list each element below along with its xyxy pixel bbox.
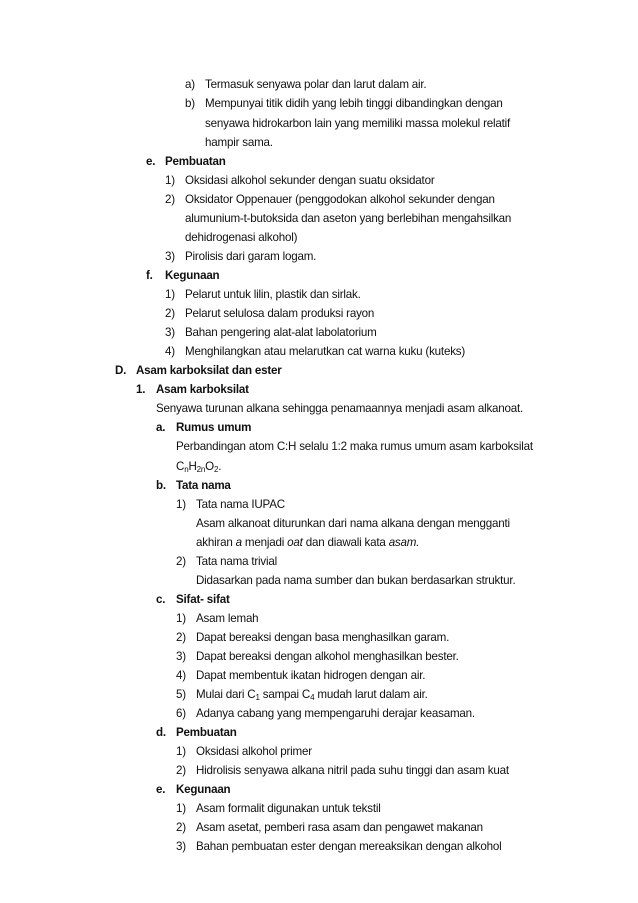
item-label: 1) [176,498,186,511]
item-text: Hidrolisis senyawa alkana nitril pada suhu tinggi dan asam kuat [196,764,509,777]
section-heading: Pembuatan [165,155,226,168]
item-text: Oksidasi alkohol sekunder dengan suatu oksidator [185,174,435,187]
item-text: Tata nama trivial [196,555,278,568]
item-label: 2) [165,193,175,206]
item-text: dehidrogenasi alkohol) [185,231,298,244]
item-label: 4) [165,345,175,358]
item-text: akhiran a menjadi oat dan diawali kata asam. [196,536,420,549]
item-text: Mulai dari $C_1$ sampai $C_4$ mudah larut dalam air. [196,688,428,702]
item-text: Termasuk senyawa polar dan larut dalam air. [205,78,427,91]
item-text: Oksidator Oppenauer (penggodokan alkohol sekunder dengan [185,193,495,206]
item-label: 1) [176,745,186,758]
item-text: Bahan pembuatan ester dengan mereaksikan dengan alkohol [196,840,502,853]
item-label: 6) [176,707,186,720]
item-label: 1) [176,802,186,815]
section-label: e. [156,783,166,796]
item-text: Asam formalit digunakan untuk tekstil [196,802,381,815]
item-text: Menghilangkan atau melarutkan cat warna kuku (kuteks) [185,345,466,358]
item-label: 3) [176,840,186,853]
item-text: Dapat bereaksi dengan basa menghasilkan garam. [196,631,450,644]
item-label: 2) [176,821,186,834]
item-label: 5) [176,688,186,701]
item-text: Adanya cabang yang mempengaruhi derajar keasaman. [196,707,475,720]
general-formula: $C_nH_{2n}O_2$. [176,460,222,474]
item-label: 2) [176,555,186,568]
item-text: Bahan pengering alat-alat labolatorium [185,326,377,339]
section-heading: Asam karboksilat dan ester [136,364,282,377]
item-label: 2) [176,764,186,777]
item-label: 1) [165,174,175,187]
section-heading: Kegunaan [176,783,231,796]
item-label: 4) [176,669,186,682]
section-heading: Rumus umum [176,421,252,434]
section-label: a. [156,421,166,434]
section-heading: Kegunaan [165,269,220,282]
item-text: Dapat membentuk ikatan hidrogen dengan air. [196,669,426,682]
item-text: Tata nama IUPAC [196,498,285,511]
item-text: alumunium-t-butoksida dan aseton yang berlebihan mengahsilkan [185,212,512,225]
item-label: a) [185,78,195,91]
item-label: 3) [176,650,186,663]
paragraph: Senyawa turunan alkana sehingga penamaannya menjadi asam alkanoat. [156,402,524,415]
section-label: d. [156,726,166,739]
item-text: Dapat bereaksi dengan alkohol menghasilkan bester. [196,650,459,663]
item-text: Pirolisis dari garam logam. [185,250,317,263]
section-heading: Asam karboksilat [156,383,249,396]
item-text: Didasarkan pada nama sumber dan bukan berdasarkan struktur. [196,574,516,587]
paragraph: Perbandingan atom C:H selalu 1:2 maka rumus umum asam karboksilat [176,440,533,453]
section-label: f. [146,269,153,282]
item-text: Pelarut untuk lilin, plastik dan sirlak. [185,288,361,301]
section-heading: Sifat- sifat [176,593,230,606]
item-text: senyawa hidrokarbon lain yang memiliki massa molekul relatif [205,117,511,130]
section-label: 1. [136,383,146,396]
item-text: Asam lemah [196,612,259,625]
item-label: 3) [165,326,175,339]
section-label: e. [146,155,156,168]
item-text: hampir sama. [205,136,273,149]
item-label: 2) [176,631,186,644]
section-heading: Pembuatan [176,726,237,739]
section-label: D. [115,364,127,377]
item-label: 2) [165,307,175,320]
item-text: Pelarut selulosa dalam produksi rayon [185,307,375,320]
item-label: 1) [176,612,186,625]
section-label: b. [156,479,166,492]
item-text: Asam asetat, pemberi rasa asam dan pengawet makanan [196,821,483,834]
section-heading: Tata nama [176,479,231,492]
item-label: 1) [165,288,175,301]
item-text: Asam alkanoat diturunkan dari nama alkana dengan mengganti [196,517,510,530]
item-text: Mempunyai titik didih yang lebih tinggi dibandingkan dengan [205,97,503,110]
section-label: c. [156,593,166,606]
item-label: 3) [165,250,175,263]
item-label: b) [185,97,195,110]
item-text: Oksidasi alkohol primer [196,745,312,758]
